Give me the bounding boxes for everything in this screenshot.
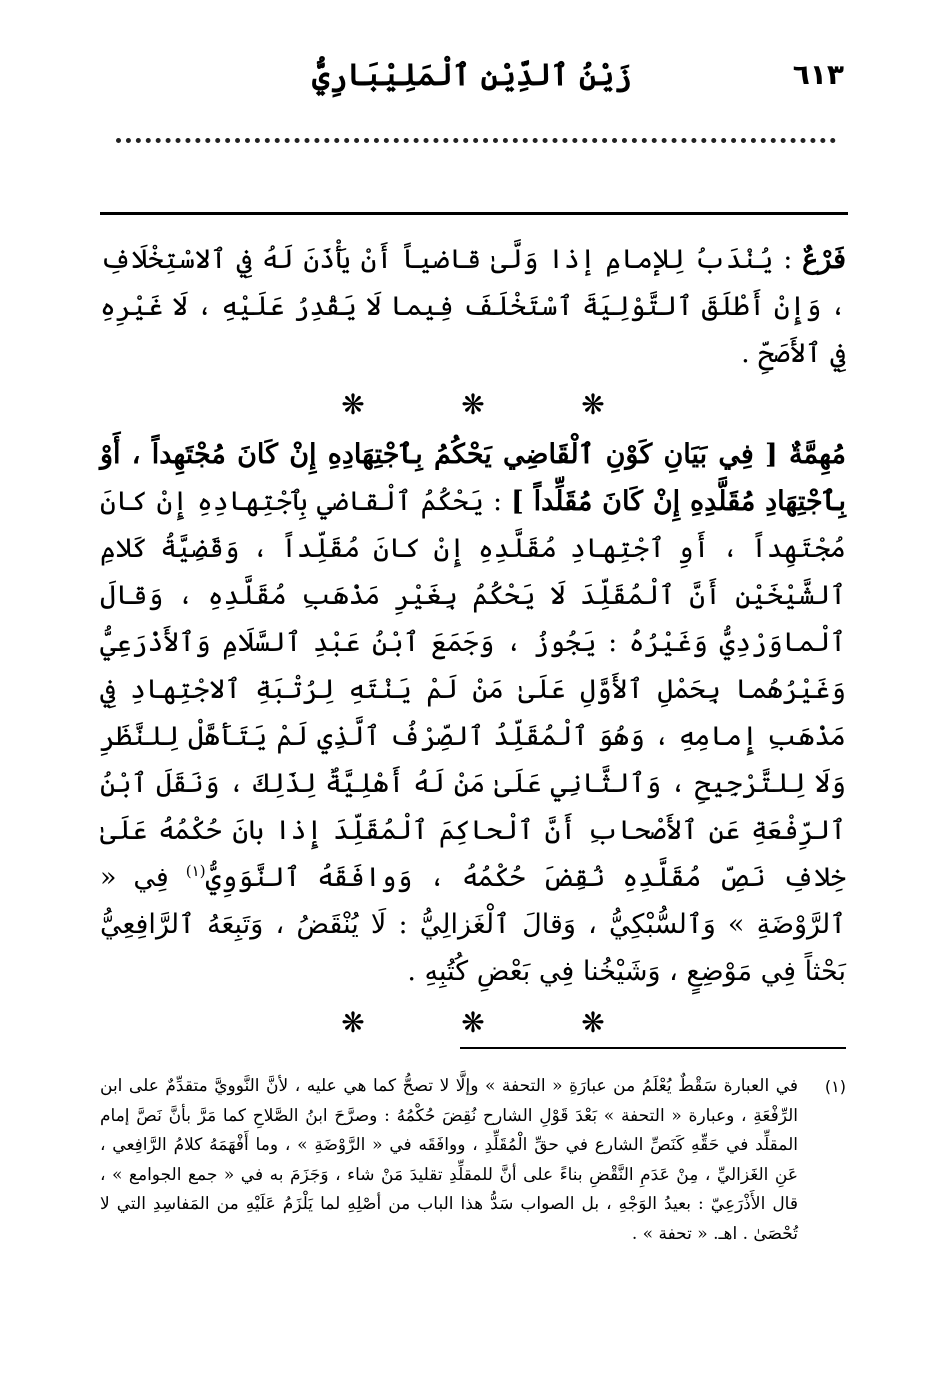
star-separator-2 xyxy=(100,1001,846,1045)
footnote-reference[interactable]: (١) xyxy=(185,862,206,880)
main-text xyxy=(100,236,846,1049)
footnote xyxy=(100,1072,846,1249)
star-ornament: ❋ xyxy=(581,388,605,421)
section-heading-far: فَرْعٌ xyxy=(802,244,846,275)
paragraph-muhimma xyxy=(100,431,846,995)
page-number: ٦١٣ xyxy=(792,58,844,91)
footnote-marker: (١) xyxy=(824,1077,846,1096)
paragraph-far xyxy=(100,236,846,377)
star-ornament: ❋ xyxy=(461,388,485,421)
dotted-separator xyxy=(116,138,836,143)
paragraph-muhimma-text-continued: فِي « ٱلرَّوْضَةِ » وَٱلسُّبْكِيُّ ، وَقالَ ٱلْغَزالِيُّ : لَا يُنْقَضُ ، وَتَبِعَهُ ٱلرَّافِعِيُّ بَحْثاً فِي مَوْضِعٍ ، وَشَيْخُنا فِي بَعْضِ كُتُبِهِ . xyxy=(100,862,846,987)
running-head xyxy=(100,58,844,108)
header-rule xyxy=(100,212,848,215)
star-ornament: ❋ xyxy=(341,388,365,421)
star-ornament: ❋ xyxy=(581,1006,605,1039)
section-heading-muhimma: مُهِمَّةٌ [ فِي بَيَانِ كَوْنِ ٱلْقَاضِي يَحْكُمُ بِٱجْتِهَادِهِ إِنْ كَانَ مُجْتَهِداً ، أَوْ بِٱجْتِهَادِ مُقَلَّدِهِ إِنْ كَانَ مُقَلِّداً ] xyxy=(100,439,847,517)
paragraph-far-text: : يُنْدَبُ لِلإمامِ إذا وَلَّىٰ قاضياً أَنْ يَأْذَنَ لَهُ فِي ٱلاسْتِخْلَافِ ، وَإِنْ أَطْلَقَ ٱلتَّوْلِيَةَ ٱسْتَخْلَفَ فِيما لَا يَقْدِرُ عَلَيْهِ ، لَا غَيْرِهِ فِي ٱلأَصَحِّ . xyxy=(100,244,846,369)
star-ornament: ❋ xyxy=(461,1006,485,1039)
running-title: زَيْنُ ٱلدِّيْنِ ٱلْمَلِيْبَارِيُّ xyxy=(312,58,632,93)
footnotes xyxy=(100,1072,846,1249)
star-separator-1 xyxy=(100,383,846,427)
footnote-rule xyxy=(460,1047,846,1049)
footnote-text: في العبارة سَقْطٌ يُعْلَمُ من عبارَةِ « التحفة » وإلَّا لا تصحُّ كما هي عليه ، لأنَّ النَّوويَّ متقدِّمٌ على ابن الرِّفْعَةِ ، وعبارة « التحفة » بَعْدَ قَوْلِ الشارح نُقِضَ حُكْمُهُ : وصرَّحَ ابنُ الصَّلاحِ كما مَرَّ بأنَّ نَصَّ إمام المقلِّد في حَقِّهِ كَنَصِّ الشارع في حقِّ الْمُقَلِّدِ ، ووافَقَه في « الرَّوْضَةِ » ، وما أَفْهَمَهُ كلامُ الرَّافِعي ، عَنِ الغَزاليِّ ، مِنْ عَدَمِ النَّقْضِ بناءً على أنَّ للمقلِّدِ تقليدَ مَنْ شاء ، وَجَزَمَ به في « جمع الجوامع » ، قال الأَذْرَعِيّ : بعيدُ الوَجْهِ ، بل الصواب سَدُّ هذا الباب من أصْلِهِ لما يَلْزَمُ عَلَيْهِ من المَفاسِدِ التي لا تُحْصَىٰ . اهـ. « تحفة » . xyxy=(100,1076,798,1244)
paragraph-muhimma-text: : يَحْكُمُ ٱلْقاضي بِٱجْتِهادِهِ إِنْ كانَ مُجْتَهِداً ، أَوِ ٱجْتِهادِ مُقَلَّدِهِ إِنْ كانَ مُقَلِّداً ، وَقَضِيَّةُ كَلامِ ٱلشَّيْخَيْنِ أَنَّ ٱلْمُقَلِّدَ لَا يَحْكُمُ بِغَيْرِ مَذْهَبِ مُقَلَّدِهِ ، وَقالَ ٱلْماوَرْدِيُّ وَغَيْرُهُ : يَجُوزُ ، وَجَمَعَ ٱبْنُ عَبْدِ ٱلسَّلَامِ وَٱلأَذْرَعِيُّ وَغَيْرُهُما بِحَمْلِ ٱلأَوَّلِ عَلَىٰ مَنْ لَمْ يَنْتَهِ لِرُتْبَةِ ٱلاجْتِهادِ فِي مَذْهَبِ إِمامِهِ ، وَهُوَ ٱلْمُقَلِّدُ ٱلصِّرْفُ ٱلَّذِي لَمْ يَتَأَهَّلْ لِلنَّظَرِ وَلَا لِلتَّرْجِيحِ ، وَٱلثَّانِي عَلَىٰ مَنْ لَهُ أَهْلِيَّةٌ لِذَلِكَ ، وَنَقَلَ ٱبْنُ ٱلرِّفْعَةِ عَنِ ٱلأَصْحابِ أَنَّ ٱلْحاكِمَ ٱلْمُقَلِّدَ إِذا بانَ حُكْمُهُ عَلَىٰ خِلافِ نَصِّ مُقَلَّدِهِ نُقِضَ حُكْمُهُ ، وَوافَقَهُ ٱلنَّوَوِيُّ xyxy=(100,486,846,893)
star-ornament: ❋ xyxy=(341,1006,365,1039)
